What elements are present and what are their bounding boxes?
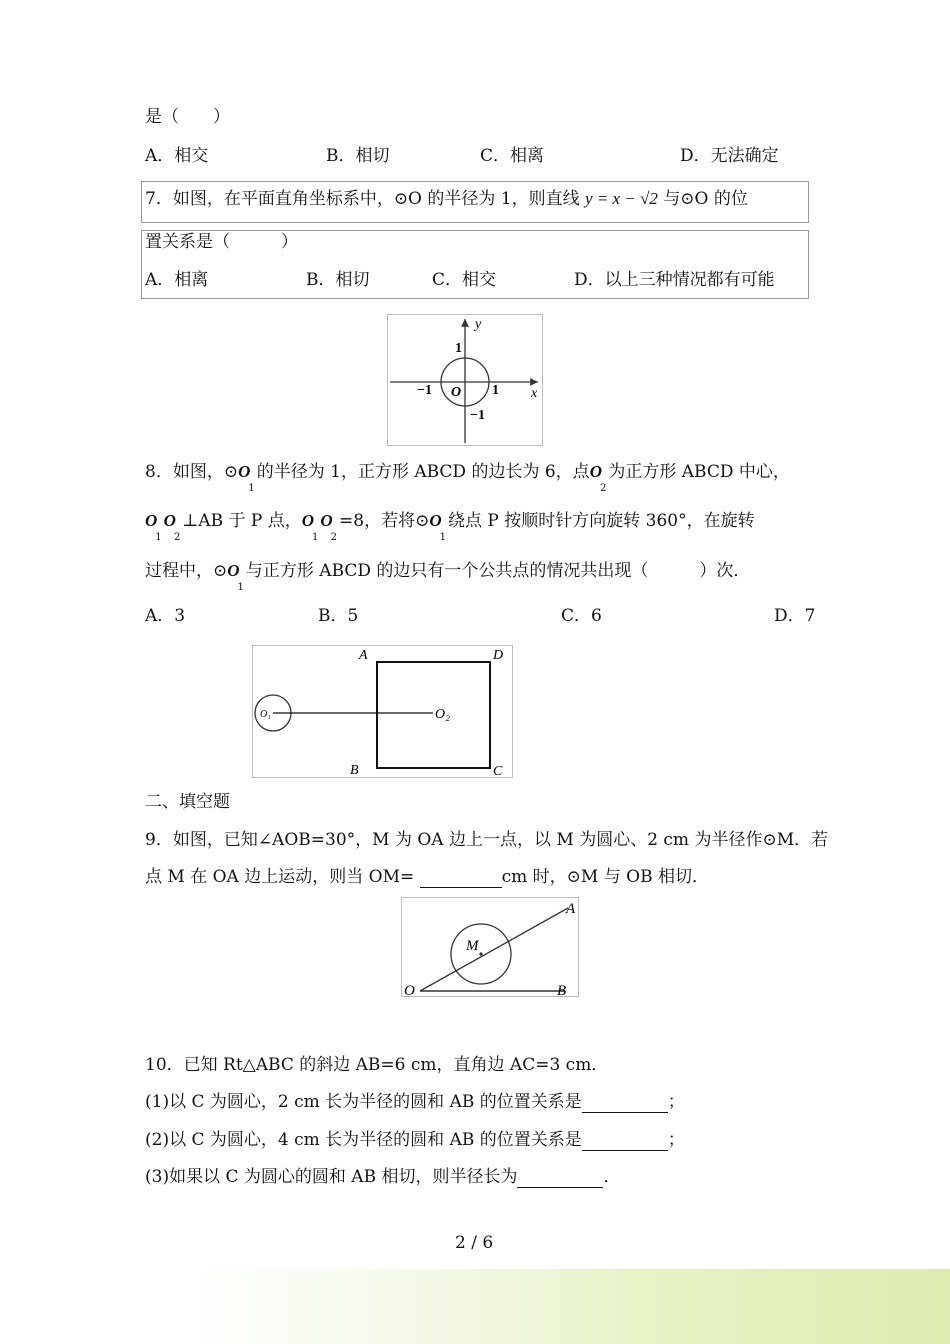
q8-line3-b: 与正方形 ABCD 的边只有一个公共点的情况共出现（ ）次． — [245, 561, 751, 581]
q8-symbol-o2: O — [163, 511, 176, 530]
q8-square-abcd — [377, 662, 490, 768]
q10-blank-3 — [517, 1171, 603, 1188]
q9-label-a: A — [566, 901, 576, 917]
q8-label-c: C — [493, 764, 503, 777]
q8-line1 — [145, 461, 790, 494]
q10-stem: 10．已知 Rt△ABC 的斜边 AB=6 cm，直角边 AC=3 cm． — [145, 1055, 609, 1075]
q7-equation: y = x − √2 — [585, 189, 658, 208]
q8-option-b: B．5 — [318, 606, 359, 626]
q7-option-b: B．相切 — [306, 270, 370, 290]
q8-symbol-o1: O — [145, 511, 158, 530]
q8-option-d: D．7 — [774, 606, 816, 626]
q7-y-label: y — [475, 317, 482, 332]
q9-line2-a: 点 M 在 OA 边上运动，则当 OM= — [145, 867, 415, 887]
q9-line1: 9．如图，已知∠AOB=30°，M 为 OA 边上一点，以 M 为圆心、2 cm 为半径作⊙M．若 — [145, 830, 829, 850]
q8-sub-2: 2 — [599, 483, 607, 494]
q6-option-d: D．无法确定 — [680, 146, 779, 166]
q9-answer-blank — [420, 871, 502, 888]
q8-line1-b: 的半径为 1，正方形 ABCD 的边长为 6，点 — [256, 462, 590, 482]
q7-stem-line1 — [145, 188, 748, 210]
section-title: 二、填空题 — [145, 792, 230, 812]
decorative-footer-band — [0, 1269, 950, 1344]
q8-sub-1: 1 — [237, 582, 244, 593]
q9-ray-oa — [420, 908, 568, 991]
q8-label-d: D — [493, 648, 504, 663]
q7-option-c: C．相交 — [432, 270, 497, 290]
q9-figure — [401, 897, 579, 997]
q8-figure-svg — [253, 646, 512, 777]
q7-option-a: A．相离 — [145, 270, 209, 290]
q7-stem-part2: 与⊙O 的位 — [663, 189, 748, 209]
q10-part1-end: ； — [667, 1092, 685, 1112]
q8-line2 — [145, 510, 755, 543]
q8-label-b: B — [350, 763, 359, 777]
q8-symbol-o1: O — [238, 462, 251, 481]
q6-stem-tail: 是（ ） — [145, 107, 230, 127]
q7-figure-svg — [388, 315, 542, 445]
q10-part3-text: (3)如果以 C 为圆心的圆和 AB 相切，则半径长为 — [145, 1167, 518, 1187]
q8-sub-2: 2 — [330, 532, 338, 543]
q10-part1 — [145, 1091, 685, 1113]
q6-option-a: A．相交 — [145, 146, 209, 166]
q9-line2 — [145, 866, 709, 888]
q8-label-a: A — [359, 648, 368, 663]
q8-line3 — [145, 560, 751, 593]
q7-tick-top: 1 — [455, 341, 462, 356]
page-number: 2 / 6 — [455, 1233, 494, 1253]
q9-label-o: O — [404, 983, 415, 996]
q7-origin-label: O — [451, 385, 462, 400]
q9-label-m: M — [466, 938, 479, 954]
q10-part2-end: ； — [667, 1130, 685, 1150]
q10-blank-2 — [582, 1134, 668, 1151]
q9-label-b: B — [557, 983, 567, 996]
q8-symbol-o2: O — [320, 511, 333, 530]
q9-figure-svg — [402, 898, 578, 996]
q8-option-a: A．3 — [145, 606, 186, 626]
q8-symbol-o1: O — [301, 511, 315, 530]
q7-figure — [387, 314, 543, 446]
q8-sub-1: 1 — [248, 483, 255, 494]
q8-sub-2: 2 — [173, 532, 181, 543]
q10-part2 — [145, 1129, 685, 1151]
q10-part2-text: (2)以 C 为圆心，4 cm 长为半径的圆和 AB 的位置关系是 — [145, 1130, 582, 1150]
q6-option-c: C．相离 — [480, 146, 545, 166]
q8-label-o1: O₁ — [260, 709, 271, 720]
q9-line2-b: cm 时，⊙M 与 OB 相切． — [501, 867, 709, 887]
q10-part1-text: (1)以 C 为圆心，2 cm 长为半径的圆和 AB 的位置关系是 — [145, 1092, 582, 1112]
q8-line2-c: 绕点 P 按顺时针方向旋转 360°，在旋转 — [448, 511, 755, 531]
q9-center-m — [479, 952, 482, 955]
q8-line1-c: 为正方形 ABCD 中心， — [608, 462, 790, 482]
q8-sub-1: 1 — [155, 532, 162, 543]
q7-tick-bottom: −1 — [470, 408, 485, 423]
q8-label-o2: O₂ — [435, 707, 450, 722]
q8-line3-a: 过程中，⊙ — [145, 561, 228, 581]
q10-part3-end: ． — [603, 1167, 621, 1187]
q8-sub-1: 1 — [312, 532, 319, 543]
q8-figure — [252, 645, 513, 778]
q8-line1-a: 8．如图，⊙ — [145, 462, 239, 482]
q8-line2-b: =8，若将⊙ — [339, 511, 430, 531]
q7-tick-right: 1 — [492, 383, 499, 398]
q8-symbol-o2: O — [589, 462, 602, 481]
q7-tick-left: −1 — [417, 383, 432, 398]
q8-symbol-o1: O — [429, 511, 442, 530]
q8-option-c: C．6 — [561, 606, 602, 626]
q7-stem-part1: 7．如图，在平面直角坐标系中，⊙O 的半径为 1，则直线 — [145, 189, 580, 209]
q8-line2-a: ⊥AB 于 P 点， — [182, 511, 302, 531]
q8-symbol-o1: O — [227, 561, 240, 580]
q6-option-b: B．相切 — [326, 146, 390, 166]
q8-sub-1: 1 — [439, 532, 447, 543]
q10-blank-1 — [582, 1096, 668, 1113]
q7-option-d: D．以上三种情况都有可能 — [574, 270, 775, 290]
q7-stem-line2: 置关系是（ ） — [145, 232, 298, 252]
q10-part3 — [145, 1166, 620, 1188]
q7-x-label: x — [531, 386, 538, 401]
